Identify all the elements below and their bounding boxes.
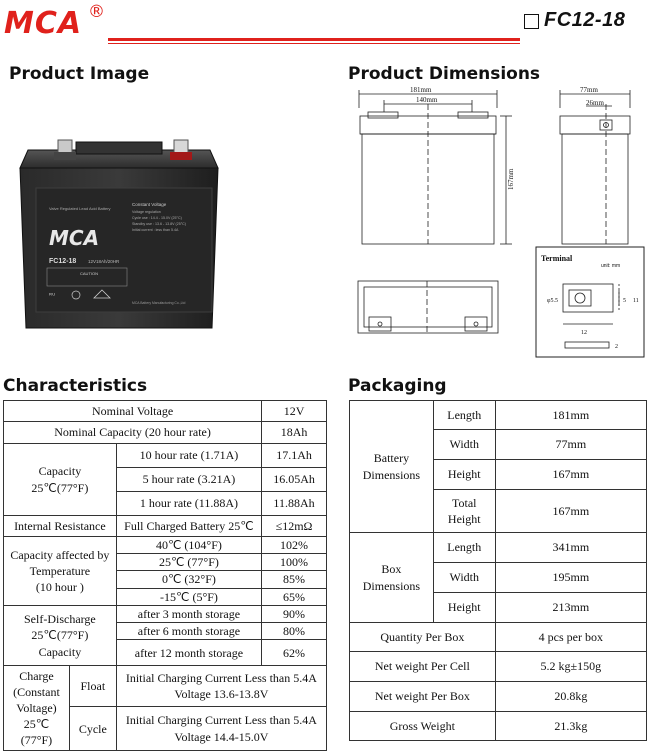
table-cell: 5 hour rate (3.21A) — [116, 468, 261, 492]
table-cell — [4, 537, 117, 606]
characteristics-table — [3, 400, 327, 751]
table-cell: Full Charged Battery 25℃ — [116, 516, 261, 537]
table-cell: 1 hour rate (11.88A) — [116, 492, 261, 516]
battery-model-suffix: 12V18Ah/20HR — [88, 259, 120, 264]
front-view-drawing — [350, 84, 520, 249]
section-title-characteristics: Characteristics — [3, 376, 148, 396]
table-cell: 213mm — [495, 593, 646, 623]
table-cell: 40℃ (104°F) — [116, 537, 261, 554]
table-cell: 0℃ (32°F) — [116, 571, 261, 588]
dim-depth: 77mm — [580, 86, 598, 94]
table-cell: Internal Resistance — [4, 516, 117, 537]
table-cell: 85% — [262, 571, 327, 588]
table-cell: Height — [433, 460, 495, 490]
table-cell: Net weight Per Box — [350, 682, 496, 712]
table-cell: 16.05Ah — [262, 468, 327, 492]
table-cell: Nominal Capacity (20 hour rate) — [4, 422, 262, 444]
table-row — [350, 623, 647, 652]
section-title-product-image: Product Image — [9, 64, 150, 84]
battery-logo: MCA — [49, 226, 100, 250]
table-cell — [4, 444, 117, 516]
table-cell: 4 pcs per box — [495, 623, 646, 652]
terminal-h2: 11 — [633, 298, 639, 304]
cell-line: Capacity affected by — [10, 547, 110, 562]
table-row — [4, 666, 327, 707]
table-cell: 80% — [262, 622, 327, 639]
svg-text:ᴿᵁ: ᴿᵁ — [49, 292, 56, 300]
battery-spec-line: Voltage regulation — [132, 210, 161, 214]
table-cell: after 6 month storage — [116, 622, 261, 639]
cell-line: Box — [381, 562, 402, 577]
table-cell: 102% — [262, 537, 327, 554]
brand-logo: MCA — [4, 6, 83, 41]
cell-line: (77°F) — [20, 733, 53, 748]
table-cell: Length — [433, 401, 495, 430]
cell-line: Initial Charging Current Less than 5.4A — [125, 713, 317, 728]
table-cell: Net weight Per Cell — [350, 652, 496, 682]
dim-terminal-offset: 26mm — [586, 99, 604, 107]
battery-spec-title: Constant Voltage — [132, 202, 167, 207]
header-rule — [108, 38, 520, 41]
table-cell: 62% — [262, 640, 327, 666]
dim-height: 167mm — [507, 168, 515, 190]
table-cell — [350, 533, 434, 623]
battery-caution: CAUTION — [80, 271, 98, 276]
cell-line: Total — [452, 495, 477, 510]
table-cell: 12V — [262, 401, 327, 422]
cell-line: Voltage 14.4-15.0V — [174, 729, 269, 744]
model-number: FC12-18 — [544, 9, 626, 31]
table-cell: ≤12mΩ — [262, 516, 327, 537]
section-title-packaging: Packaging — [348, 376, 447, 396]
cell-line: Height — [447, 512, 481, 526]
table-cell: Length — [433, 533, 495, 563]
table-cell: Gross Weight — [350, 712, 496, 741]
table-cell — [4, 605, 117, 665]
table-cell: after 12 month storage — [116, 640, 261, 666]
table-cell: 100% — [262, 554, 327, 571]
table-row — [4, 516, 327, 537]
battery-illustration — [14, 128, 224, 338]
cell-line: (10 hour ) — [35, 579, 84, 594]
table-cell: Width — [433, 430, 495, 460]
dim-width-inner: 140mm — [416, 96, 438, 104]
cell-line: 25℃ — [23, 717, 50, 732]
table-cell — [433, 490, 495, 533]
table-cell: 167mm — [495, 460, 646, 490]
terminal-t: 2 — [615, 344, 618, 350]
battery-label-type: Valve Regulated Lead Acid Battery — [49, 206, 111, 211]
table-row — [350, 682, 647, 712]
header-rule-thin — [108, 43, 520, 44]
checkbox-square-icon — [524, 14, 539, 29]
battery-model: FC12-18 — [49, 258, 77, 265]
battery-footer: MCA Battery Manufacturing Co.,Ltd — [132, 301, 186, 305]
table-cell — [4, 666, 70, 751]
table-cell: 25℃ (77°F) — [116, 554, 261, 571]
terminal-title: Terminal — [541, 254, 573, 263]
terminal-detail-drawing — [535, 246, 647, 360]
table-cell: Cycle — [69, 707, 116, 751]
table-row — [4, 537, 327, 554]
cell-line: Charge — [19, 668, 54, 683]
table-row — [350, 712, 647, 741]
table-cell — [116, 707, 326, 751]
table-cell: 10 hour rate (1.71A) — [116, 444, 261, 468]
cell-line: 25℃(77°F) — [31, 628, 89, 643]
table-cell: Height — [433, 593, 495, 623]
table-cell: 341mm — [495, 533, 646, 563]
table-cell: 17.1Ah — [262, 444, 327, 468]
terminal-w: 12 — [581, 330, 587, 336]
table-row — [4, 401, 327, 422]
cell-line: Dimensions — [362, 578, 421, 593]
cell-line: Voltage) — [16, 701, 57, 716]
table-row — [350, 533, 647, 563]
battery-spec-line: Cycle use : 14.4 - 15.0V (25°C) — [132, 216, 182, 220]
cell-line: 25℃(77°F) — [31, 480, 89, 495]
table-row — [350, 652, 647, 682]
cell-line: Battery — [373, 451, 410, 466]
table-row — [4, 605, 327, 622]
table-cell: Width — [433, 563, 495, 593]
terminal-unit: unit: mm — [601, 263, 621, 269]
table-cell: 11.88Ah — [262, 492, 327, 516]
table-cell: after 3 month storage — [116, 605, 261, 622]
top-view-drawing — [355, 275, 503, 337]
table-cell: 5.2 kg±150g — [495, 652, 646, 682]
table-cell: 21.3kg — [495, 712, 646, 741]
table-cell: 77mm — [495, 430, 646, 460]
table-cell — [350, 401, 434, 533]
table-cell: Quantity Per Box — [350, 623, 496, 652]
table-cell: 20.8kg — [495, 682, 646, 712]
cell-line: Initial Charging Current Less than 5.4A — [125, 670, 317, 685]
terminal-h1: 5 — [623, 298, 626, 304]
terminal-hole: φ5.5 — [547, 298, 558, 304]
dim-width-total: 181mm — [410, 86, 432, 94]
cell-line: Self-Discharge — [24, 612, 96, 627]
cell-line: Temperature — [29, 563, 91, 578]
side-view-drawing — [552, 84, 647, 249]
registered-mark: ® — [88, 2, 105, 22]
section-title-product-dimensions: Product Dimensions — [348, 64, 541, 84]
table-cell: Float — [69, 666, 116, 707]
table-cell: 167mm — [495, 490, 646, 533]
table-row — [4, 444, 327, 468]
cell-line: Capacity — [38, 464, 82, 479]
table-row — [4, 422, 327, 444]
cell-line: (Constant — [13, 684, 60, 699]
table-cell: 195mm — [495, 563, 646, 593]
table-cell: 90% — [262, 605, 327, 622]
cell-line: Dimensions — [362, 467, 421, 482]
table-cell: 181mm — [495, 401, 646, 430]
battery-spec-line: Initial current : less than 5.4A — [132, 228, 179, 232]
table-cell: Nominal Voltage — [4, 401, 262, 422]
packaging-table — [349, 400, 647, 741]
cell-line: Capacity — [38, 644, 82, 659]
battery-spec-line: Standby use : 13.6 - 13.8V (25°C) — [132, 222, 186, 226]
table-row — [350, 401, 647, 430]
table-cell: -15℃ (5°F) — [116, 588, 261, 605]
table-cell — [116, 666, 326, 707]
cell-line: Voltage 13.6-13.8V — [174, 687, 269, 702]
table-cell: 18Ah — [262, 422, 327, 444]
table-cell: 65% — [262, 588, 327, 605]
